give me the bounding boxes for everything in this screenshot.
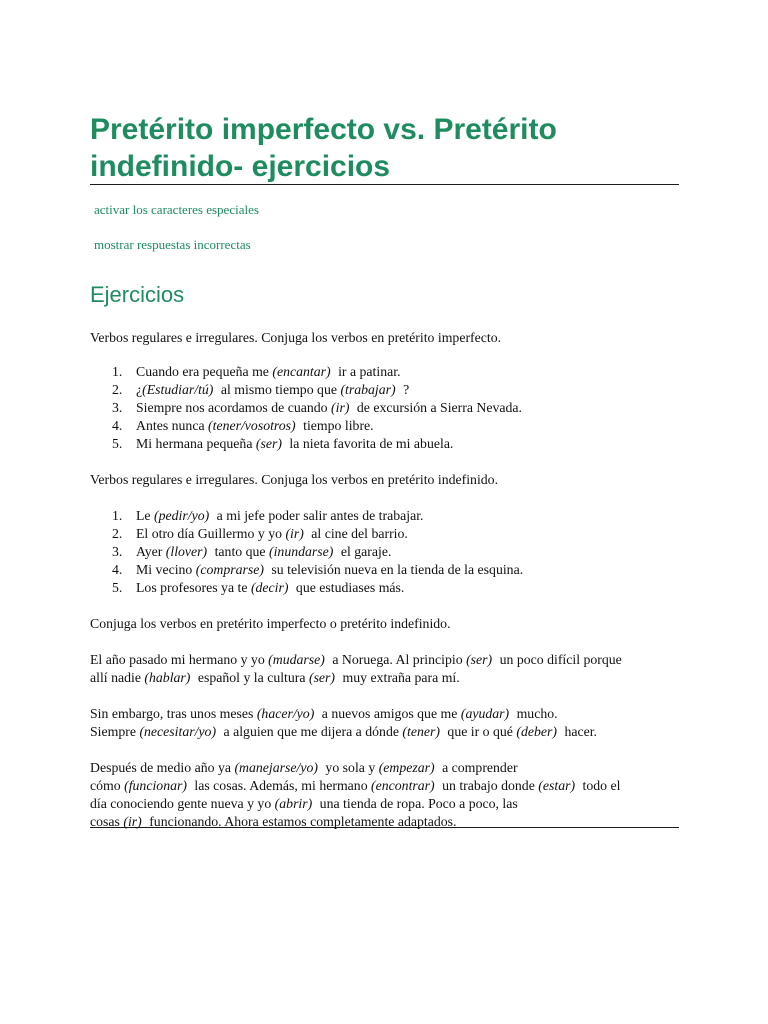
item-text: tanto que: [211, 544, 269, 559]
special-characters-link[interactable]: activar los caracteres especiales: [94, 202, 259, 217]
verb-hint: (ser): [466, 652, 493, 667]
paragraph-text: un trabajo donde: [438, 778, 539, 793]
paragraph-text: a Noruega. Al principio: [328, 652, 467, 667]
paragraph-text: las cosas. Además, mi hermano: [190, 778, 372, 793]
verb-hint: (empezar): [378, 760, 435, 775]
paragraph-line: [90, 813, 680, 831]
item-text: que estudiases más.: [292, 580, 405, 595]
paragraph-line: [90, 759, 680, 777]
item-number: 1.: [112, 508, 123, 523]
paragraph-text: cómo: [90, 778, 125, 793]
item-text: de excursión a Sierra Nevada.: [353, 400, 522, 415]
item-text: tiempo libre.: [299, 418, 374, 433]
verb-hint: (encantar): [272, 364, 331, 379]
item-number: 2.: [112, 526, 123, 541]
paragraph-text: yo sola y: [321, 760, 379, 775]
paragraph-text: una tienda de ropa. Poco a poco, las: [316, 796, 518, 811]
page-title: Pretérito imperfecto vs. Pretérito indefinido- ejercicios: [90, 113, 557, 183]
paragraph-text: un poco difícil porque: [496, 652, 622, 667]
bottom-divider: [90, 827, 679, 828]
item-number: 5.: [112, 436, 123, 451]
verb-hint: (ir): [285, 526, 304, 541]
exercise-item: [90, 417, 522, 435]
exercise-item: [90, 525, 523, 543]
item-text: el garaje.: [337, 544, 392, 559]
exercise-3-paragraph-2: [90, 705, 680, 741]
item-number: 4.: [112, 418, 123, 433]
paragraph-text: muy extraña para mí.: [339, 670, 460, 685]
paragraph-text: Después de medio año ya: [90, 760, 235, 775]
item-number: 1.: [112, 364, 123, 379]
show-incorrect-answers-link[interactable]: mostrar respuestas incorrectas: [94, 237, 251, 252]
paragraph-line: [90, 651, 680, 669]
exercise-2-instruction: Verbos regulares e irregulares. Conjuga los verbos en pretérito indefinido.: [90, 472, 499, 487]
item-text: Cuando era pequeña me: [136, 364, 273, 379]
paragraph-text: Sin embargo, tras unos meses: [90, 706, 257, 721]
paragraph-text: día conociendo gente nueva y yo: [90, 796, 275, 811]
verb-hint: (ir): [123, 814, 142, 829]
item-number: 5.: [112, 580, 123, 595]
item-text: a mi jefe poder salir antes de trabajar.: [213, 508, 424, 523]
verb-hint: (encontrar): [371, 778, 435, 793]
item-text: al mismo tiempo que: [217, 382, 341, 397]
verb-hint: (inundarse): [269, 544, 334, 559]
item-text: Siempre nos acordamos de cuando: [136, 400, 332, 415]
item-text: al cine del barrio.: [307, 526, 408, 541]
item-text: su televisión nueva en la tienda de la esquina.: [267, 562, 524, 577]
paragraph-text: a comprender: [438, 760, 518, 775]
paragraph-line: [90, 795, 680, 813]
exercise-3-paragraph-3: [90, 759, 680, 831]
section-heading: Ejercicios: [90, 282, 185, 307]
verb-hint: (necesitar/yo): [139, 724, 217, 739]
paragraph-text: a nuevos amigos que me: [318, 706, 461, 721]
item-text: ¿: [136, 382, 143, 397]
item-text: ?: [399, 382, 410, 397]
item-text: Antes nunca: [136, 418, 209, 433]
exercise-item: [90, 561, 523, 579]
verb-hint: (mudarse): [268, 652, 325, 667]
item-text: Los profesores ya te: [136, 580, 251, 595]
exercise-item: [90, 435, 522, 453]
verb-hint: (hablar): [144, 670, 191, 685]
item-number: 3.: [112, 400, 123, 415]
item-text: Ayer: [136, 544, 166, 559]
paragraph-text: todo el: [579, 778, 621, 793]
item-text: Mi vecino: [136, 562, 196, 577]
exercise-item: [90, 543, 523, 561]
exercise-3-paragraph-1: [90, 651, 680, 687]
verb-hint: (abrir): [274, 796, 313, 811]
verb-hint: (hacer/yo): [256, 706, 315, 721]
paragraph-line: [90, 669, 680, 687]
paragraph-line: [90, 723, 680, 741]
verb-hint: (tener/vosotros): [208, 418, 296, 433]
paragraph-text: funcionando. Ahora estamos completamente adaptados.: [145, 814, 457, 829]
paragraph-line: [90, 705, 680, 723]
verb-hint: (llover): [165, 544, 208, 559]
verb-hint: (ir): [331, 400, 350, 415]
item-number: 2.: [112, 382, 123, 397]
paragraph-text: Siempre: [90, 724, 140, 739]
paragraph-text: cosas: [90, 814, 124, 829]
paragraph-text: español y la cultura: [194, 670, 309, 685]
paragraph-text: mucho.: [513, 706, 558, 721]
verb-hint: (manejarse/yo): [234, 760, 318, 775]
verb-hint: (funcionar): [124, 778, 187, 793]
exercise-item: [90, 507, 523, 525]
exercise-item: [90, 579, 523, 597]
verb-hint: (deber): [516, 724, 557, 739]
item-number: 4.: [112, 562, 123, 577]
paragraph-line: [90, 777, 680, 795]
item-text: la nieta favorita de mi abuela.: [285, 436, 454, 451]
exercise-2-list: [90, 507, 523, 597]
item-text: El otro día Guillermo y yo: [136, 526, 286, 541]
item-text: ir a patinar.: [334, 364, 401, 379]
item-text: Mi hermana pequeña: [136, 436, 256, 451]
verb-hint: (trabajar): [340, 382, 396, 397]
verb-hint: (ser): [255, 436, 282, 451]
verb-hint: (pedir/yo): [154, 508, 210, 523]
exercise-item: [90, 363, 522, 381]
paragraph-text: El año pasado mi hermano y yo: [90, 652, 269, 667]
exercise-1-instruction: Verbos regulares e irregulares. Conjuga los verbos en pretérito imperfecto.: [90, 330, 502, 345]
paragraph-text: allí nadie: [90, 670, 145, 685]
paragraph-text: hacer.: [561, 724, 598, 739]
verb-hint: (Estudiar/tú): [142, 382, 214, 397]
exercise-item: [90, 381, 522, 399]
verb-hint: (tener): [402, 724, 440, 739]
title-divider: [90, 184, 679, 185]
exercise-item: [90, 399, 522, 417]
verb-hint: (decir): [250, 580, 289, 595]
verb-hint: (ser): [308, 670, 336, 685]
verb-hint: (ayudar): [460, 706, 510, 721]
exercise-3-instruction: Conjuga los verbos en pretérito imperfecto o pretérito indefinido.: [90, 616, 451, 631]
paragraph-text: que ir o qué: [443, 724, 517, 739]
paragraph-text: a alguien que me dijera a dónde: [220, 724, 403, 739]
verb-hint: (comprarse): [195, 562, 264, 577]
item-number: 3.: [112, 544, 123, 559]
exercise-1-list: [90, 363, 522, 453]
verb-hint: (estar): [538, 778, 576, 793]
item-text: Le: [136, 508, 155, 523]
